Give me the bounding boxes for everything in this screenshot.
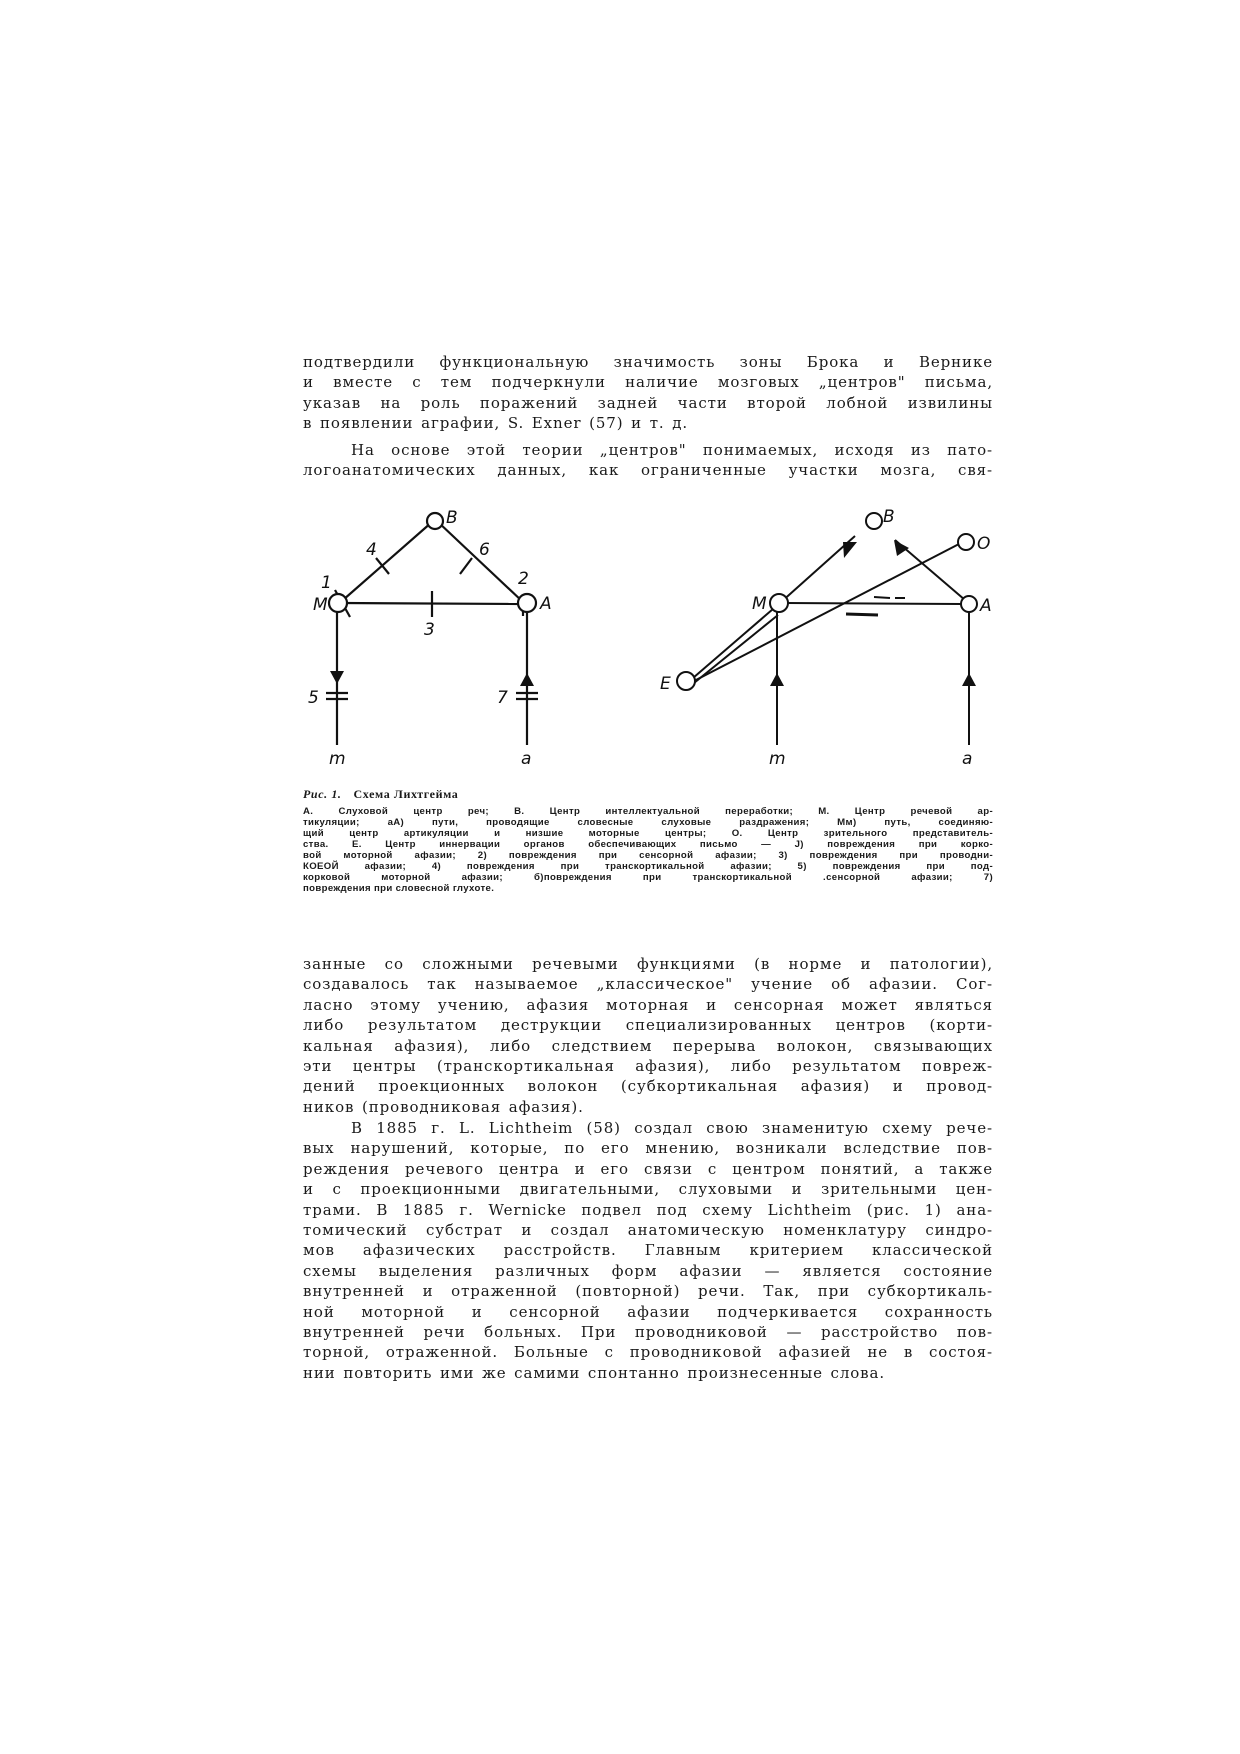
label-2: 2	[518, 569, 529, 589]
node-E-circle	[677, 672, 695, 690]
text-line: в появлении аграфии, S. Exner (57) и т. д.	[303, 414, 689, 433]
text-line: ников (проводниковая афазия).	[303, 1097, 584, 1116]
paragraph-4	[303, 1118, 993, 1383]
label-E: E	[660, 674, 671, 694]
label-5: 5	[308, 688, 319, 708]
label-1: 1	[321, 573, 332, 593]
caption-line: КОЕОЙ афазии; 4) повреждения при транскортикальной афазии; 5) повреждения при под-	[303, 861, 993, 872]
text-line: либо результатом деструкции специализированных центров (корти-	[303, 1016, 993, 1035]
caption-line: ства. Е. Центр иннервации органов обеспечивающих письмо — J) повреждения при корко-	[303, 839, 993, 850]
label-7: 7	[497, 688, 508, 708]
text-line: вых нарушений, которые, по его мнению, возникали вследствие пов-	[303, 1139, 993, 1158]
text-line: внутренней и отраженной (повторной) речи. Так, при субкортикаль-	[303, 1282, 993, 1301]
caption-line: повреждения при словесной глухоте.	[303, 883, 495, 894]
label-A: A	[980, 596, 992, 616]
text-line: нии повторить ими же самими спонтанно произнесенные слова.	[303, 1363, 886, 1382]
node-A-circle	[518, 594, 536, 612]
path-E-M	[693, 609, 773, 678]
text-line: эти центры (транскортикальная афазия), либо результатом повреж-	[303, 1057, 993, 1076]
text-line: и с проекционными двигательными, слуховыми и зрительными цен-	[303, 1180, 993, 1199]
right-diagram-labels	[660, 507, 992, 769]
caption-line: щий центр артикуляции и низшие моторные центры; О. Центр зрительного представитель-	[303, 828, 993, 839]
node-B-circle	[427, 513, 443, 529]
node-B-circle	[866, 513, 882, 529]
path-M-B	[343, 522, 432, 600]
text-line: подтвердили функциональную значимость зоны Брока и Вернике	[303, 353, 993, 371]
label-M: M	[313, 595, 328, 615]
arrow-to-B-left	[843, 542, 857, 558]
label-a: a	[521, 749, 532, 769]
arrow-up-a	[520, 673, 534, 686]
label-B: B	[883, 507, 895, 527]
text-line: трами. В 1885 г. Wernicke подвел под схему Lichtheim (рис. 1) ана-	[303, 1200, 993, 1219]
node-M-circle	[770, 594, 788, 612]
arrow-up-m	[770, 673, 784, 686]
text-line: и вместе с тем подчеркнули наличие мозговых „центров" письма,	[303, 373, 993, 392]
figure-caption-body	[303, 806, 993, 894]
text-line: занные со сложными речевыми функциями (в норме и патологии),	[303, 955, 993, 973]
text-line: мов афазических расстройств. Главным критерием классической	[303, 1241, 993, 1260]
path-M-A	[786, 603, 962, 604]
label-3: 3	[424, 620, 435, 640]
right-diagram	[677, 513, 977, 745]
dash-1	[874, 597, 890, 598]
figure-title: Схема Лихтгейма	[353, 787, 459, 801]
arrow-down-m	[330, 671, 344, 684]
text-line: томический субстрат и создал анатомическую номенклатуру синдро-	[303, 1221, 993, 1240]
label-B: B	[446, 508, 458, 528]
node-O-circle	[958, 534, 974, 550]
caption-line: тикуляции; аА) пути, проводящие словесные слуховые раздражения; Мм) путь, соединяю-	[303, 817, 993, 828]
label-m: m	[769, 749, 786, 769]
caption-line: корковой моторной афазии; б)повреждения при транскортикальной .сенсорной афазии; 7)	[303, 872, 993, 883]
label-4: 4	[366, 540, 377, 560]
left-diagram-labels	[308, 508, 552, 769]
text-line: логоанатомических данных, как ограниченные участки мозга, свя-	[303, 461, 993, 480]
label-6: 6	[479, 540, 490, 560]
flow-mark	[846, 614, 878, 615]
arrow-up-a	[962, 673, 976, 686]
label-a: a	[962, 749, 973, 769]
text-line: ной моторной и сенсорной афазии подчеркивается сохранность	[303, 1302, 993, 1321]
text-line: создавалось так называемое „классическое" учение об афазии. Сог-	[303, 975, 993, 994]
text-line: ласно этому учению, афазия моторная и сенсорная может являться	[303, 995, 993, 1014]
figure-lichtheim-scheme	[0, 0, 1240, 790]
caption-line: А. Слуховой центр реч; В. Центр интеллектуальной переработки; М. Центр речевой ар-	[303, 806, 993, 817]
text-line: кальная афазия), либо следствием перерыва волокон, связывающих	[303, 1036, 993, 1055]
label-A: A	[540, 594, 552, 614]
label-O: O	[977, 534, 991, 554]
node-A-circle	[961, 596, 977, 612]
text-line: дений проекционных волокон (субкортикальная афазия) и провод-	[303, 1077, 993, 1096]
figure-caption-title	[303, 787, 458, 802]
label-M: M	[752, 594, 767, 614]
label-m: m	[329, 749, 346, 769]
paragraph-3	[303, 954, 993, 1117]
text-line: На основе этой теории „центров" понимаемых, исходя из пато-	[351, 441, 993, 459]
text-line: реждения речевого центра и его связи с центром понятий, а также	[303, 1159, 993, 1178]
text-line: внутренней речи больных. При проводниковой — расстройство пов-	[303, 1323, 993, 1342]
caption-line: вой моторной афазии; 2) повреждения при сенсорной афазии; 3) повреждения при проводни-	[303, 850, 993, 861]
text-line: торной, отраженной. Больные с проводниковой афазией не в состоя-	[303, 1343, 993, 1362]
text-line: В 1885 г. L. Lichtheim (58) создал свою знаменитую схему рече-	[351, 1119, 993, 1137]
node-M-circle	[329, 594, 347, 612]
tick-6	[460, 558, 472, 574]
text-line: указав на роль поражений задней части второй лобной извилины	[303, 393, 993, 412]
path-E-O	[694, 544, 959, 681]
path-E-M-2	[694, 615, 778, 683]
path-B-A	[438, 522, 523, 602]
figure-number: Рис. 1.	[303, 787, 342, 801]
text-line: схемы выделения различных форм афазии — является состояние	[303, 1261, 993, 1280]
arrow-to-B-right	[894, 540, 909, 556]
